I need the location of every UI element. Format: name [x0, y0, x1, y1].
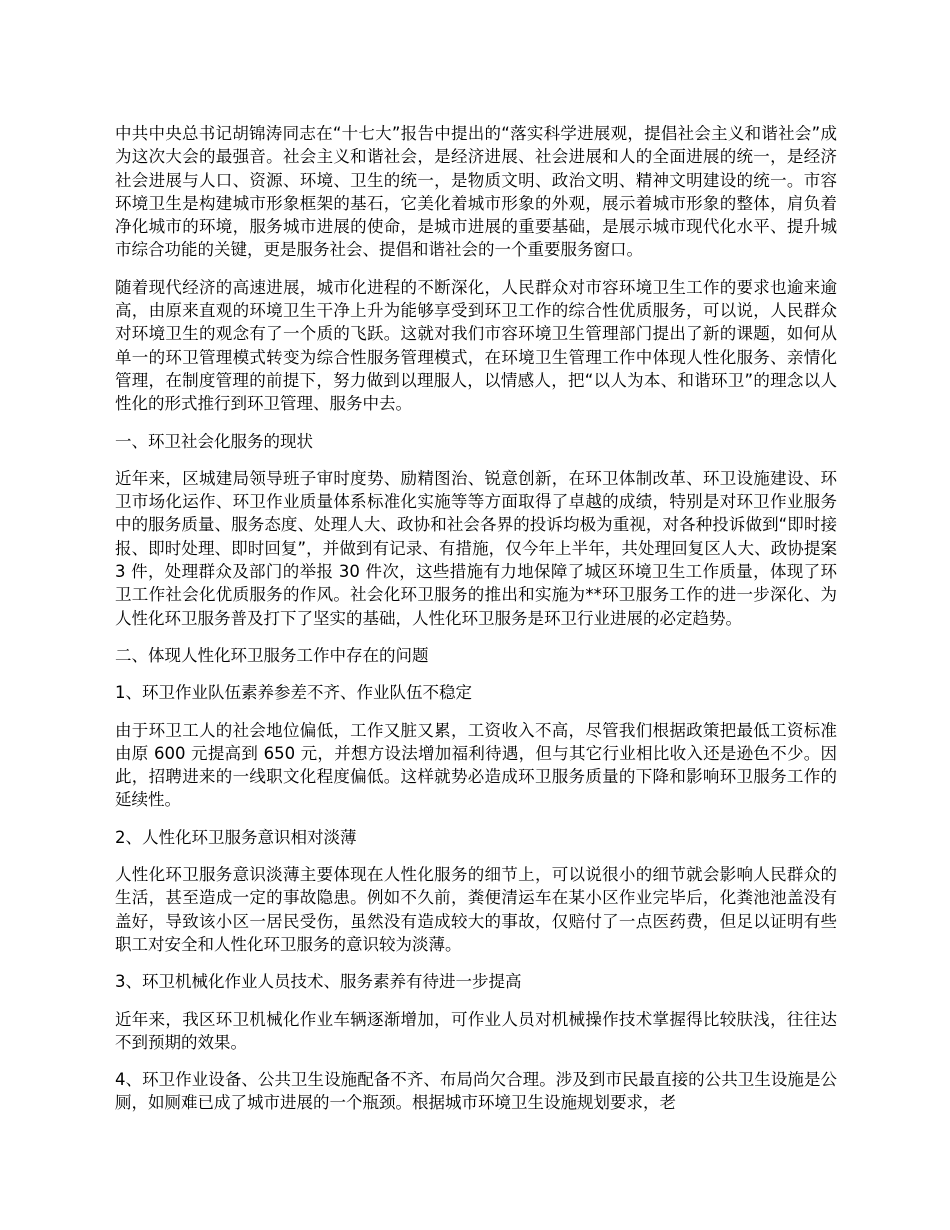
document-body — [115, 122, 837, 1129]
paragraph-status: 近年来，区城建局领导班子审时度势、励精图治、锐意创新，在环卫体制改革、环卫设施建设、环卫市场化运作、环卫作业质量体系标准化实施等等方面取得了卓越的成绩，特别是对环卫作业服务中的服务质量、服务态度、处理人大、政协和社会各界的投诉均极为重视，对各种投诉做到“即时接报、即时处理、即时回复”，并做到有记录、有措施，仅今年上半年，共处理回复区人大、政协提案 3 件，处理群众及部门的举报 30 件次，这些措施有力地保障了城区环境卫生工作质量，体现了环卫工作社会化优质服务的作风。社会化环卫服务的推出和实施为**环卫服务工作的进一步深化、为人性化环卫服务普及打下了坚实的基础，人性化环卫服务是环卫行业进展的必定趋势。 — [115, 468, 837, 628]
paragraph-service-awareness: 人性化环卫服务意识淡薄主要体现在人性化服务的细节上，可以说很小的细节就会影响人民群众的生活，甚至造成一定的事故隐患。例如不久前，粪便清运车在某小区作业完毕后，化粪池池盖没有盖好，导致该小区一居民受伤，虽然没有造成较大的事故，仅赔付了一点医药费，但足以证明有些职工对安全和人性化环卫服务的意识较为淡薄。 — [115, 865, 837, 954]
paragraph-mechanization: 近年来，我区环卫机械化作业车辆逐渐增加，可作业人员对机械操作技术掌握得比较肤浅，往往达不到预期的效果。 — [115, 1009, 837, 1052]
subsection-heading-3: 3、环卫机械化作业人员技术、服务素养有待进一步提高 — [115, 972, 522, 992]
subsection-heading-1: 1、环卫作业队伍素养参差不齐、作业队伍不稳定 — [115, 683, 472, 703]
paragraph-intro: 中共中央总书记胡锦涛同志在“十七大”报告中提出的“落实科学进展观，提倡社会主义和谐社会”成为这次大会的最强音。社会主义和谐社会，是经济进展、社会进展和人的全面进展的统一，是经济社会进展与人口、资源、环境、卫生的统一，是物质文明、政治文明、精神文明建设的统一。市容环境卫生是构建城市形象框架的基石，它美化着城市形象的外观，展示着城市形象的整体，肩负着净化城市的环境，服务城市进展的使命，是城市进展的重要基础，是展示城市现代化水平、提升城市综合功能的关键，更是服务社会、提倡和谐社会的一个重要服务窗口。 — [115, 124, 837, 260]
section-heading-1: 一、环卫社会化服务的现状 — [115, 431, 313, 451]
paragraph-background: 随着现代经济的高速进展，城市化进程的不断深化，人民群众对市容环境卫生工作的要求也逾来逾高，由原来直观的环境卫生干净上升为能够享受到环卫工作的综合性优质服务，可以说，人民群众对环境卫生的观念有了一个质的飞跃。这就对我们市容环境卫生管理部门提出了新的课题，如何从单一的环卫管理模式转变为综合性服务管理模式，在环境卫生管理工作中体现人性化服务、亲情化管理，在制度管理的前提下，努力做到以理服人，以情感人，把“以人为本、和谐环卫”的理念以人性化的形式推行到环卫管理、服务中去。 — [115, 277, 837, 414]
paragraph-facilities: 4、环卫作业设备、公共卫生设施配备不齐、布局尚欠合理。涉及到市民最直接的公共卫生设施是公厕，如厕难已成了城市进展的一个瓶颈。根据城市环境卫生设施规划要求，老 — [115, 1070, 837, 1113]
subsection-heading-2: 2、人性化环卫服务意识相对淡薄 — [115, 827, 357, 847]
section-heading-2: 二、体现人性化环卫服务工作中存在的问题 — [115, 645, 429, 665]
paragraph-workforce: 由于环卫工人的社会地位偏低，工作又脏又累，工资收入不高，尽管我们根据政策把最低工资标准由原 600 元提高到 650 元，并想方设法增加福利待遇，但与其它行业相比收入还是逊色不少。因此，招聘进来的一线职文化程度偏低。这样就势必造成环卫服务质量的下降和影响环卫服务工作的延续性。 — [115, 720, 837, 810]
